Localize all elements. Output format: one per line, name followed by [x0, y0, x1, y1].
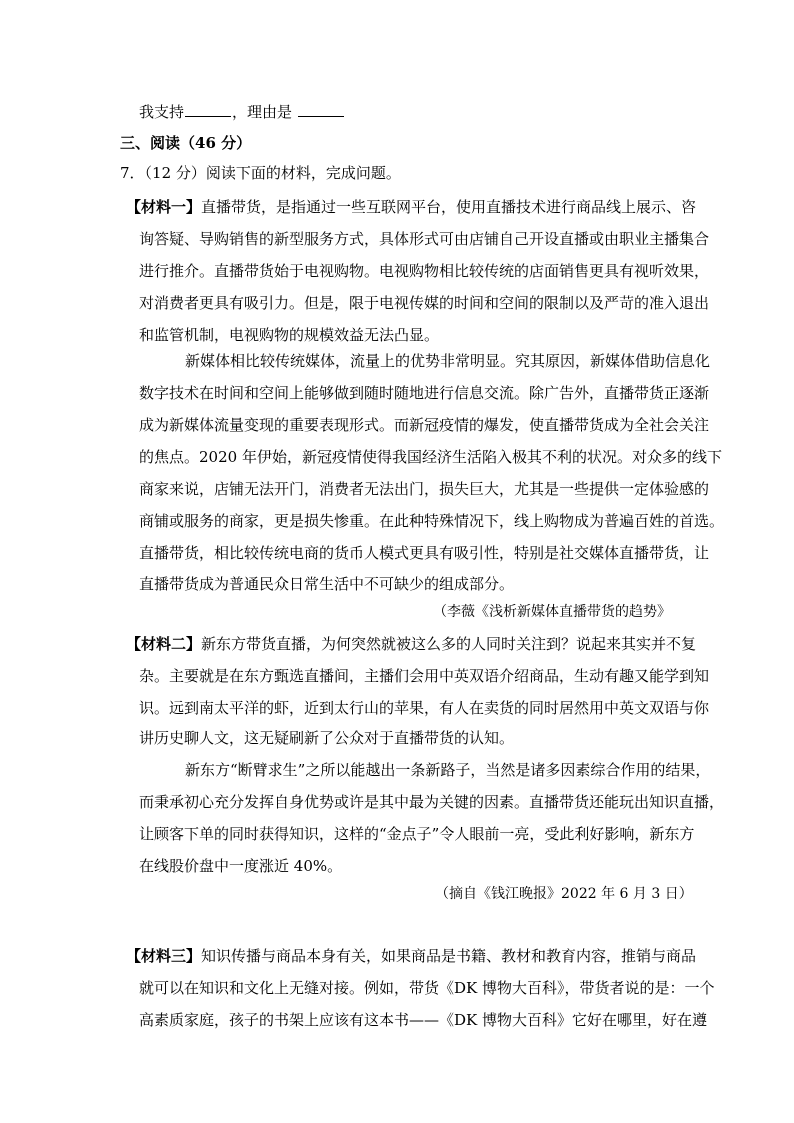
material-1-line-4: 对消费者更具有吸引力。但是，限于电视传媒的时间和空间的限制以及严苛的准入退出 [139, 294, 710, 312]
material-2-p2-line-3: 让顾客下单的同时获得知识，这样的“金点子”令人眼前一亮，受此利好影响，新东方 [139, 825, 695, 843]
material-2-label: 【材料二】 [126, 635, 202, 653]
material-1-line-5: 和监管机制，电视购物的规模效益无法凸显。 [139, 326, 440, 344]
material-1-p2-line-4: 的焦点。2020 年伊始，新冠疫情使得我国经济生活陷入极其不利的状况。对众多的线下 [139, 448, 722, 466]
material-2-source: （摘自《钱江晚报》2022 年 6 月 3 日） [435, 886, 693, 902]
question-7-intro: 7．（12 分）阅读下面的材料，完成问题。 [120, 164, 401, 182]
material-2-line-2: 杂。主要就是在东方甄选直播间，主播们会用中英双语介绍商品，生动有趣又能学到知 [139, 667, 710, 685]
material-1-p2-line-7: 直播带货，相比较传统电商的货币人模式更具有吸引性，特别是社交媒体直播带货，让 [139, 544, 710, 562]
material-2-line-3: 识。远到南太平洋的虾，近到太行山的苹果，有人在卖货的同时居然用中英文双语与你 [139, 699, 710, 717]
section-title: 三、阅读（46 分） [120, 134, 252, 152]
material-1-p2-line-1: 新媒体相比较传统媒体，流量上的优势非常明显。究其原因，新媒体借助信息化 [185, 352, 711, 370]
material-2-line-1: 【材料二】新东方带货直播，为何突然就被这么多的人同时关注到？说起来其实并不复 [126, 635, 697, 653]
support-prefix: 我支持 [139, 103, 185, 121]
answer-blank-1[interactable] [185, 102, 231, 117]
material-1-p2-line-5: 商家来说，店铺无法开门，消费者无法出门，损失巨大，尤其是一些提供一定体验感的 [139, 480, 710, 498]
material-1-p2-line-6: 商铺或服务的商家，更是损失惨重。在此种特殊情况下，线上购物成为普遍百姓的首选。 [139, 512, 725, 530]
material-2-p2-line-2: 而秉承初心充分发挥自身优势或许是其中最为关键的因素。直播带货还能玩出知识直播， [139, 793, 725, 811]
material-2-p2-line-4: 在线股价盘中一度涨近 40%。 [139, 857, 343, 875]
support-mid: ，理由是 [232, 103, 293, 121]
material-1-line-3: 进行推介。直播带货始于电视购物。电视购物相比较传统的店面销售更具有视听效果， [139, 262, 710, 280]
material-2-p2-line-1: 新东方“断臂求生”之所以能越出一条新路子，当然是诸多因素综合作用的结果， [185, 761, 711, 779]
material-1-p2-line-3: 成为新媒体流量变现的重要表现形式。而新冠疫情的爆发，使直播带货成为全社会关注 [139, 416, 710, 434]
material-1-p2-line-8: 直播带货成为普通民众日常生活中不可缺少的组成部分。 [139, 575, 515, 593]
material-3-line-1: 【材料三】知识传播与商品本身有关，如果商品是书籍、教材和教育内容，推销与商品 [126, 947, 697, 965]
answer-blank-2[interactable] [298, 102, 344, 117]
material-2-line-4: 讲历史聊人文，这无疑刷新了公众对于直播带货的认知。 [139, 729, 515, 747]
material-1-label: 【材料一】 [126, 198, 202, 216]
material-1-source: （李薇《浅析新媒体直播带货的趋势》 [433, 604, 671, 620]
material-3-line-2: 就可以在知识和文化上无缝对接。例如，带货《DK 博物大百科》，带货者说的是：一个 [139, 979, 715, 997]
material-1-line-1: 【材料一】直播带货，是指通过一些互联网平台，使用直播技术进行商品线上展示、咨 [126, 198, 697, 216]
material-1-line-2: 询答疑、导购销售的新型服务方式，具体形式可由店铺自己开设直播或由职业主播集合 [139, 230, 710, 248]
material-3-label: 【材料三】 [126, 947, 202, 965]
material-1-p2-line-2: 数字技术在时间和空间上能够做到随时随地进行信息交流。除广告外，直播带货正逐渐 [139, 384, 710, 402]
material-3-line-3: 高素质家庭，孩子的书架上应该有这本书——《DK 博物大百科》它好在哪里，好在遵 [139, 1011, 708, 1029]
support-line [139, 102, 345, 122]
